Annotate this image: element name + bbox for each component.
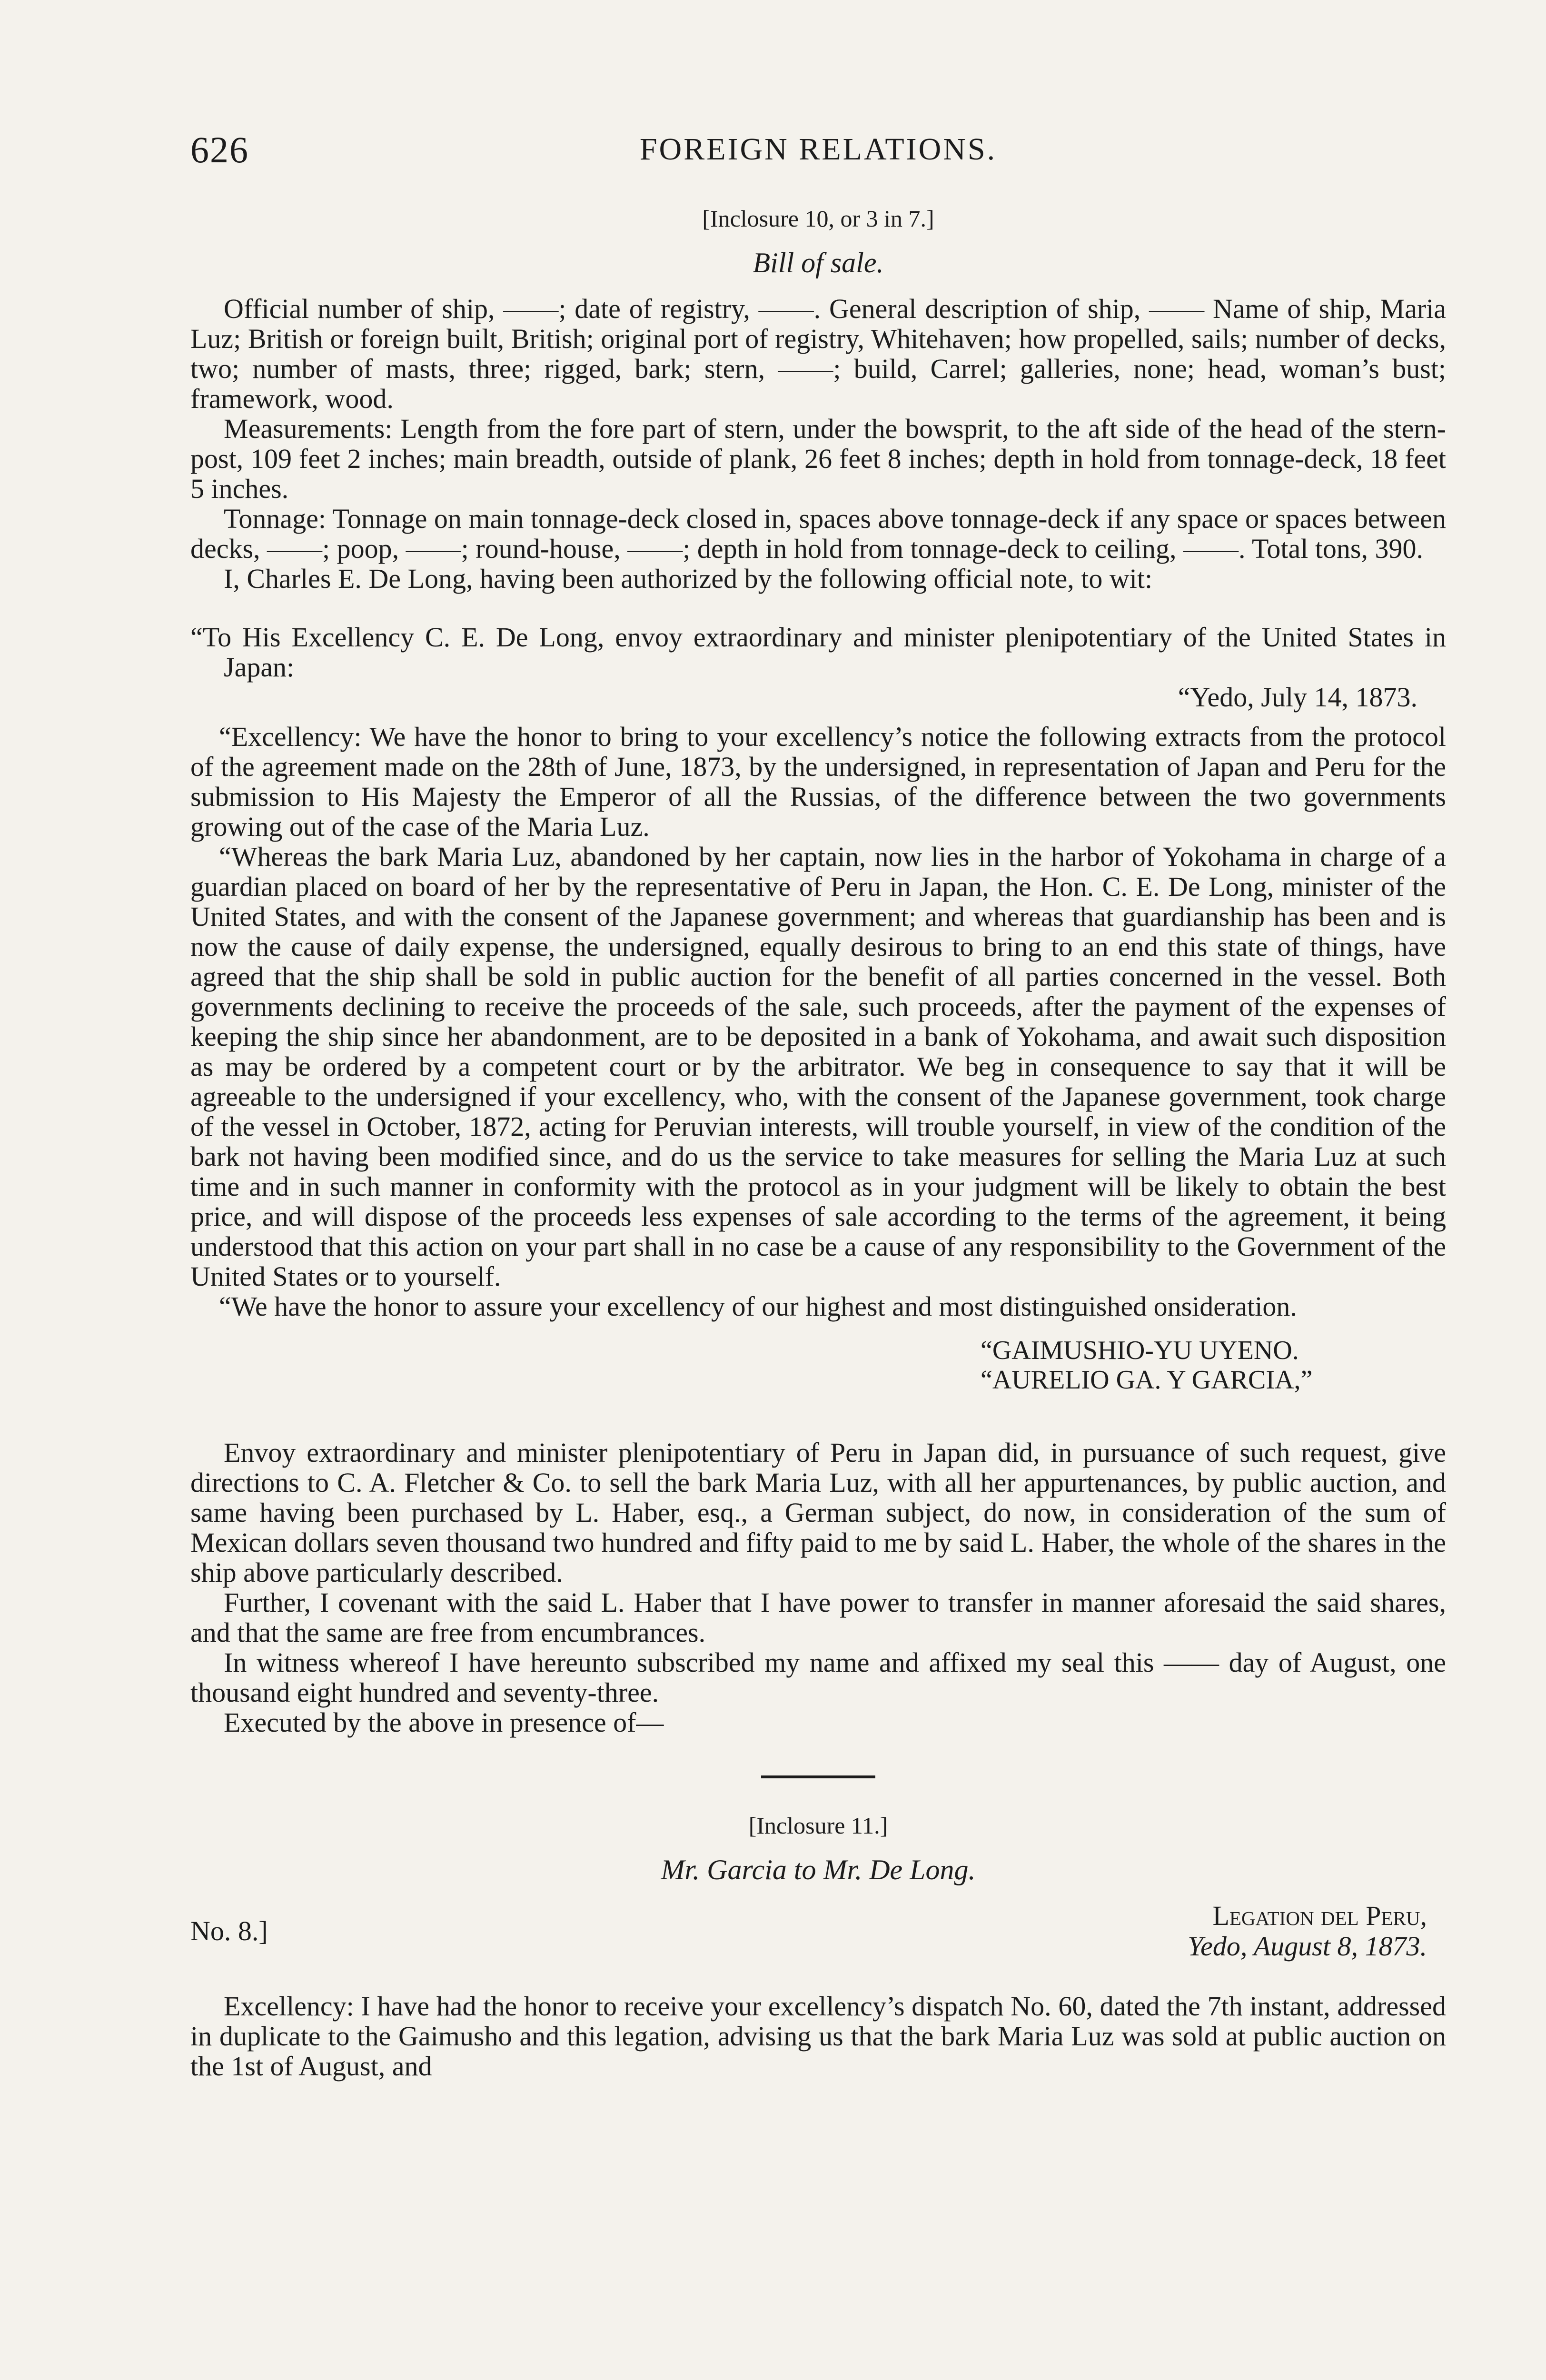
page-number: 626: [190, 129, 249, 170]
section-divider: [761, 1775, 875, 1778]
honor-paragraph: “We have the honor to assure your excellency of our highest and most distinguished onsideration.: [219, 1291, 1297, 1322]
whereas-paragraph: “Whereas the bark Maria Luz, abandoned by her captain, now lies in the harbor of Yokohama in charge of a guardian placed on board of her by the representative of Peru in Japan, the Hon. C. E. De Long, minister of the United States, and with the consent of the Japanese government; and whereas that guardianship has been and is now the cause of daily expense, the undersigned, equally desirous to bring to an end this state of things, have agreed that the ship shall be sold in public auction for the benefit of all parties concerned in the vessel. Both governments declining to receive the proceeds of the sale, such proceeds, after the payment of the expenses of keeping the ship since her abandonment, are to be deposited in a bank of Yokohama, and await such disposition as may be ordered by a competent court or by the arbitrator. We beg in consequence to say that it will be agreeable to the undersigned if your excellency, who, with the consent of the Japanese government, took charge of the vessel in October, 1872, acting for Peruvian interests, will trouble yourself, in view of the condition of the bark not having been modified since, and do us the service to take measures for selling the Maria Luz at such time and in such manner in conformity with the protocol as in your judgment will be likely to obtain the best price, and will dispose of the proceeds less expenses of sale according to the terms of the agreement, it being understood that this action on your part shall in no case be a cause of any responsibility to the Government of the United States or to yourself.: [190, 841, 1446, 1292]
envoy-paragraph: Envoy extraordinary and minister plenipotentiary of Peru in Japan did, in pursuance of such request, give directions to C. A. Fletcher & Co. to sell the bark Maria Luz, with all her appurtenances, by public auction, and same having been purchased by L. Haber, esq., a German subject, do now, in consideration of the sum of Mexican dollars seven thousand two hundred and fifty paid to me by said L. Haber, the whole of the shares in the ship above particularly described.: [190, 1437, 1446, 1588]
covenant-paragraph: Further, I covenant with the said L. Haber that I have power to transfer in manner aforesaid the said shares, and that the same are free from encumbrances.: [190, 1587, 1446, 1648]
executed-paragraph: Executed by the above in presence of—: [224, 1707, 664, 1738]
address-line: “To His Excellency C. E. De Long, envoy extraordinary and minister plenipotentiary of the United States in Japan:: [190, 622, 1446, 683]
inclosure-10-label: [Inclosure 10, or 3 in 7.]: [702, 205, 934, 232]
note-date-line: “Yedo, July 14, 1873.: [1178, 682, 1417, 713]
witness-paragraph: In witness whereof I have hereunto subscribed my name and affixed my seal this —— day of August, one thousand eight hundred and seventy-three.: [190, 1647, 1446, 1708]
signature-uyeno: “GAIMUSHIO-YU UYENO.: [981, 1336, 1299, 1365]
tonnage-paragraph: Tonnage: Tonnage on main tonnage-deck closed in, spaces above tonnage-deck if any space or spaces between decks, ——; poop, ——; round-house, ——; depth in hold from tonnage-deck to ceiling, ——. Total tons, 390.: [190, 503, 1446, 564]
signature-garcia: “AURELIO GA. Y GARCIA,”: [981, 1365, 1313, 1395]
legation-block: [1188, 1901, 1427, 1962]
legation-place-date: Yedo, August 8, 1873.: [1188, 1931, 1427, 1962]
authorization-paragraph: I, Charles E. De Long, having been authorized by the following official note, to wit:: [224, 563, 1153, 594]
bill-of-sale-title: Bill of sale.: [753, 247, 884, 278]
letter-number: No. 8.]: [190, 1915, 268, 1946]
ship-description-paragraph: Official number of ship, ——; date of registry, ——. General description of ship, —— Name of ship, Maria Luz; British or foreign built, British; original port of registry, Whitehaven; how propelled, sails; number of decks, two; number of masts, three; rigged, bark; stern, ——; build, Carrel; galleries, none; head, woman’s bust; framework, wood.: [190, 293, 1446, 414]
legation-name: Legation del Peru,: [1212, 1900, 1427, 1931]
address-block: [190, 622, 1446, 682]
inclosure-11-label: [Inclosure 11.]: [748, 1812, 888, 1839]
excellency-paragraph: “Excellency: We have the honor to bring to your excellency’s notice the following extracts from the protocol of the agreement made on the 28th of June, 1873, by the undersigned, in representation of Japan and Peru for the submission to His Majesty the Emperor of all the Russias, of the difference between the two governments growing out of the case of the Maria Luz.: [190, 721, 1446, 842]
signature-block: [981, 1336, 1446, 1395]
letter-title: Mr. Garcia to Mr. De Long.: [661, 1854, 976, 1885]
running-head: [190, 129, 1446, 186]
letter-body-paragraph: Excellency: I have had the honor to receive your excellency’s dispatch No. 60, dated the 7th instant, addressed in duplicate to the Gaimusho and this legation, advising us that the bark Maria Luz was sold at public auction on the 1st of August, and: [190, 1991, 1446, 2082]
letter-head: [190, 1901, 1446, 1972]
measurements-paragraph: Measurements: Length from the fore part of stern, under the bowsprit, to the aft side of the head of the stern-post, 109 feet 2 inches; main breadth, outside of plank, 26 feet 8 inches; depth in hold from tonnage-deck, 18 feet 5 inches.: [190, 413, 1446, 504]
running-title: FOREIGN RELATIONS.: [639, 132, 997, 167]
